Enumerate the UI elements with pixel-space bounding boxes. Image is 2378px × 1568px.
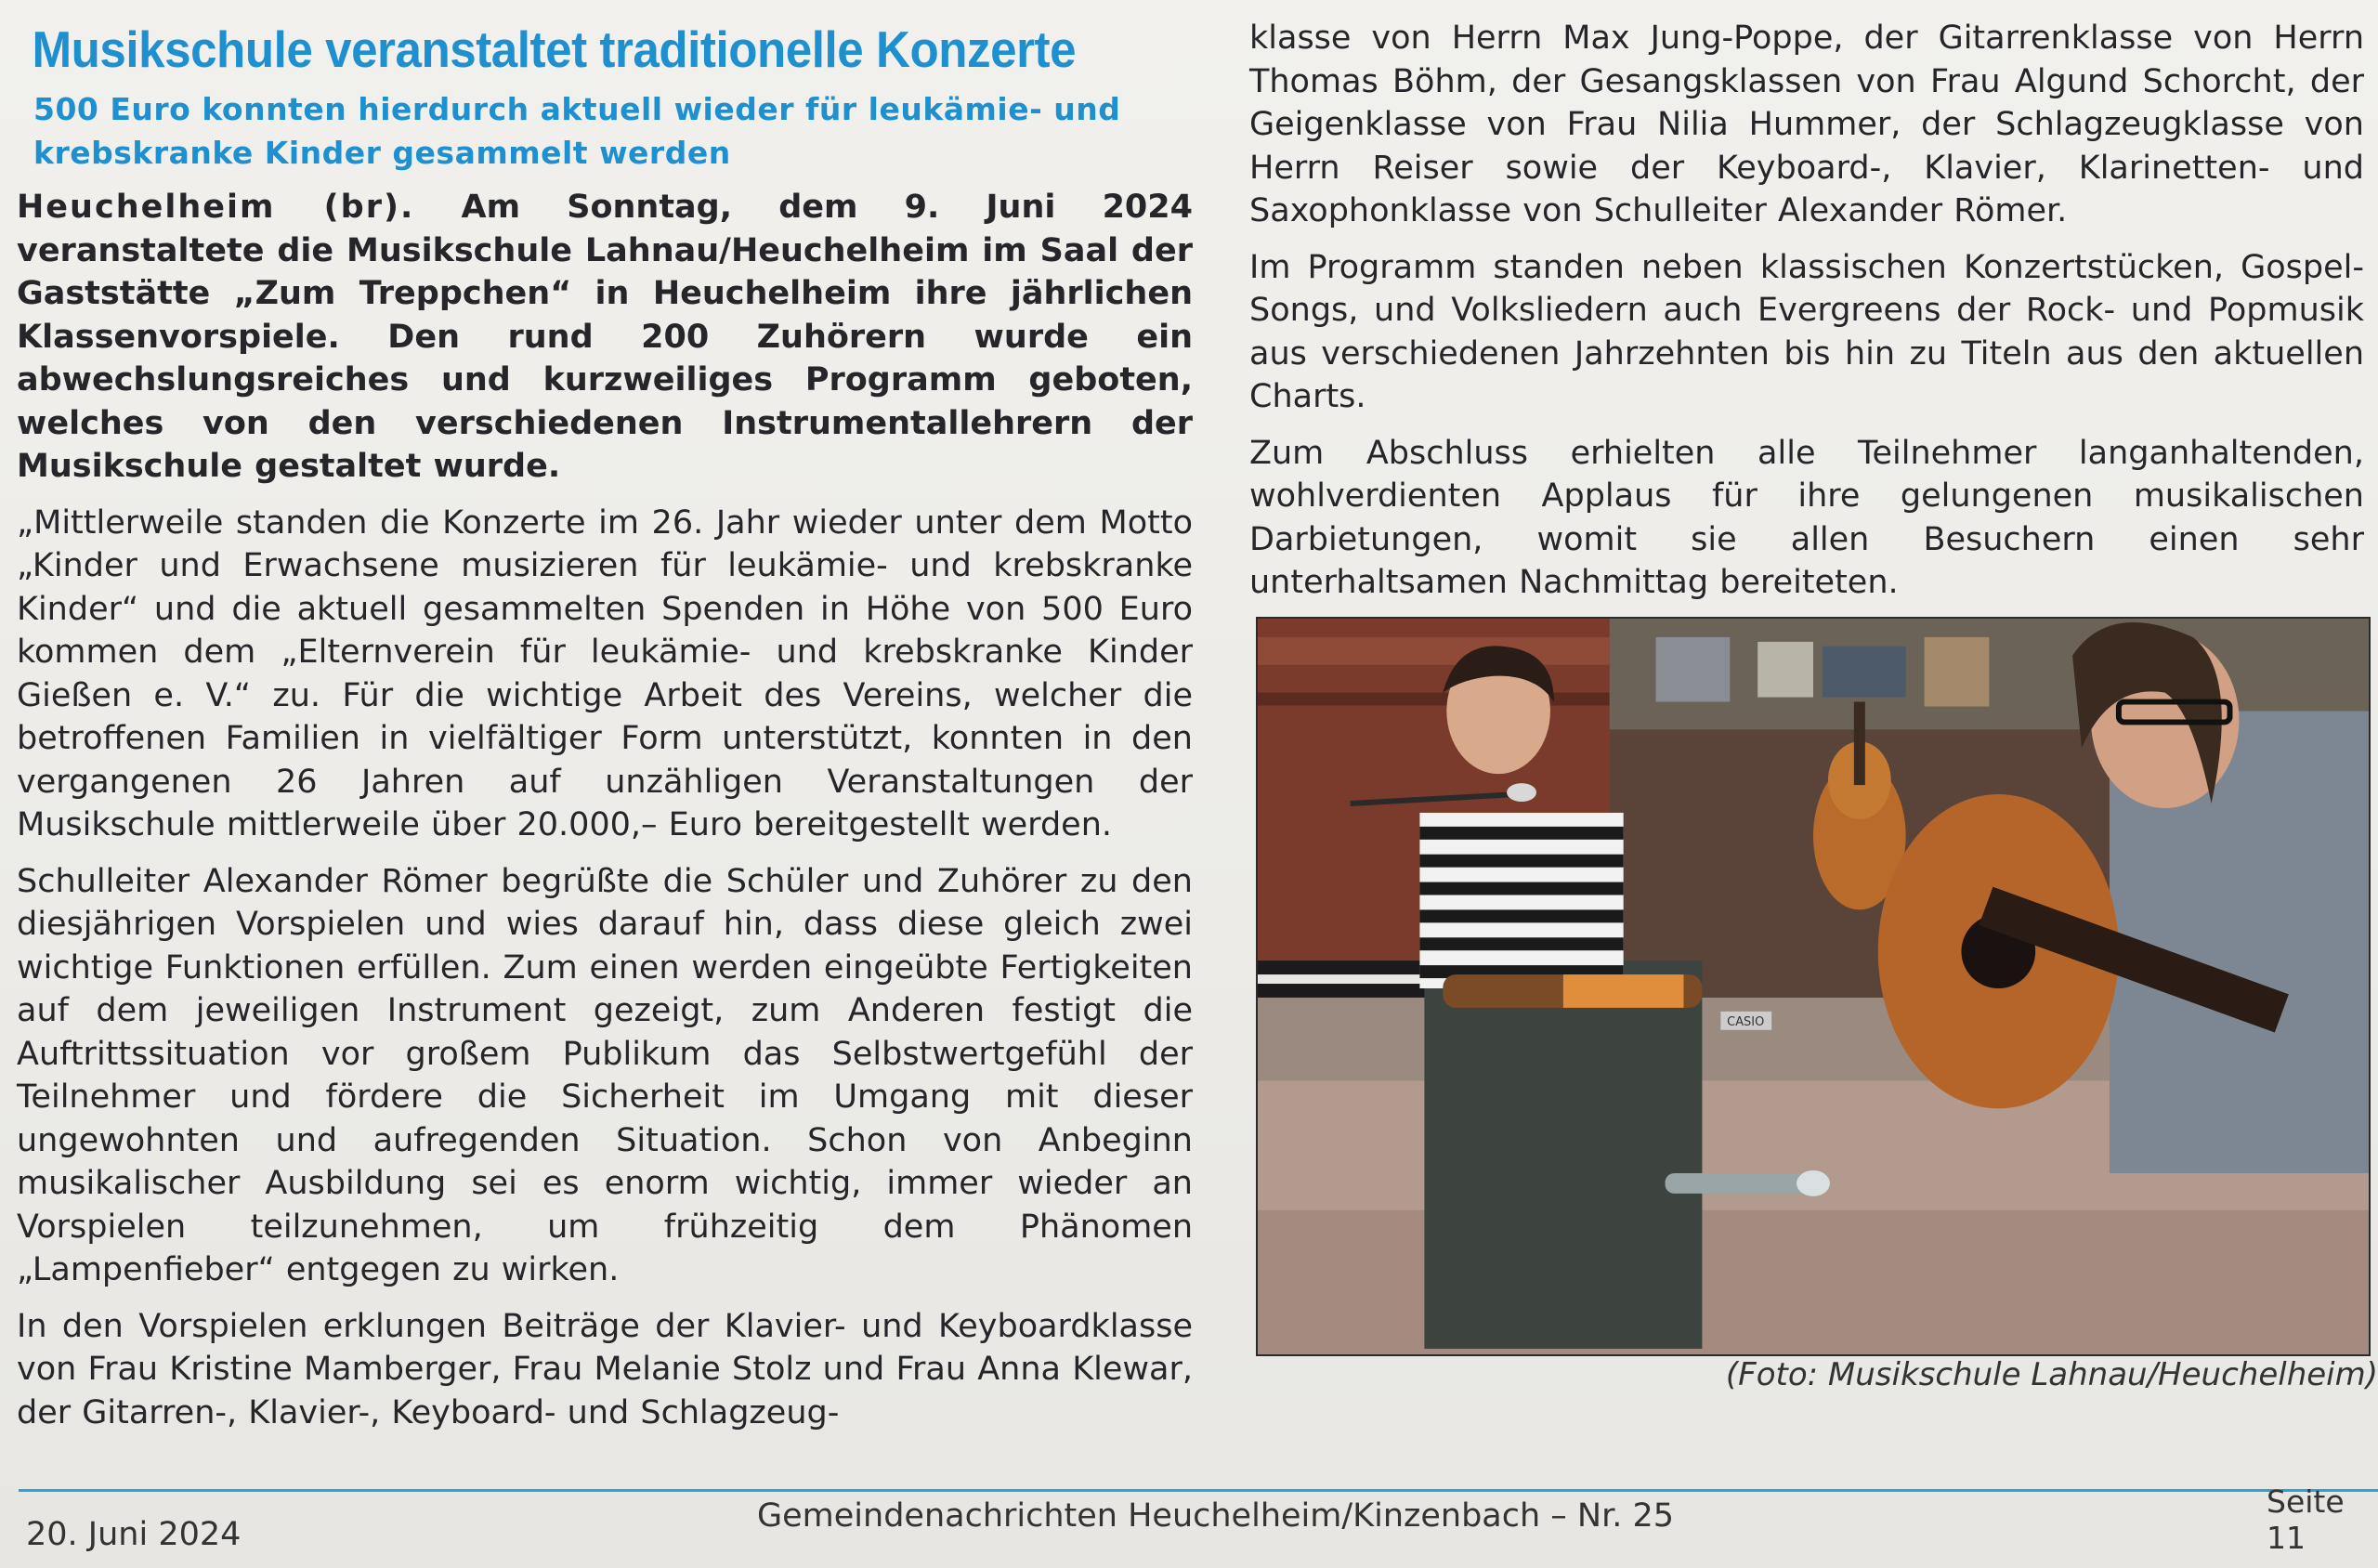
paragraph-program: Im Programm standen neben klassischen Konzertstücken, Gospel-Songs, und Volksliedern auch Evergreens der Rock- und Popmusik aus verschiedenen Jahrzehnten bis hin zu Titeln aus den aktuellen Charts.: [1249, 248, 2364, 415]
footer-page-number: Seite 11: [2267, 1483, 2345, 1556]
lead-text: Am Sonntag, dem 9. Juni 2024 veranstaltete die Musikschule Lahnau/Heuchelheim im Saal der Gaststätte „Zum Treppchen“ in Heuchelheim ihre jährlichen Klassenvorspiele. Den rund 200 Zuhörern wurde ein abwechslungsreiches und kurzweiliges Programm geboten, welches von den verschiedenen Instrumentallehrern der Musikschule gestaltet wurde.: [17, 189, 1193, 485]
footer-publication: Gemeindenachrichten Heuchelheim/Kinzenbach – Nr. 25: [757, 1497, 1675, 1535]
photo-illustration: [1258, 619, 2369, 1354]
paragraph-motto: „Mittlerweile standen die Konzerte im 26. Jahr wieder unter dem Motto „Kinder und Erwachsene musizieren für leukämie- und krebskranke Kinder“ und die aktuell gesammelten Spenden in Höhe von 500 Euro kommen dem „Elternverein für leukämie- und krebskranke Kinder Gießen e. V.“ zu. Für die wichtige Arbeit des Vereins, welcher die betroffenen Familien in vielfältiger Form unterstützt, konnten in den vergangenen 26 Jahren auf unzähligen Veranstaltungen der Musikschule mittlerweile über 20.000,– Euro bereitgestellt werden.: [17, 503, 1193, 843]
footer-rule: [19, 1489, 2378, 1492]
paragraph-closing: Zum Abschluss erhielten alle Teilnehmer langanhaltenden, wohlverdienten Applaus für ihre gelungenen musikalischen Darbietungen, womit sie allen Besuchern einen sehr unterhaltsamen Nachmittag bereiteten.: [1249, 434, 2364, 601]
article-headline: Musikschule veranstaltet traditionelle Konzerte: [32, 20, 1077, 78]
footer-date: 20. Juni 2024: [26, 1516, 242, 1553]
lead-paragraph: [13, 186, 1193, 489]
right-column: [1249, 17, 2364, 605]
left-column: [13, 17, 1193, 1434]
article-subhead: 500 Euro konnten hierdurch aktuell wieder für leukämie- und krebskranke Kinder gesammelt werden: [33, 91, 1121, 171]
paragraph-classes-start: In den Vorspielen erklungen Beiträge der Klavier- und Keyboardklasse von Frau Kristine Mamberger, Frau Melanie Stolz und Frau Anna Klewar, der Gitarren-, Klavier-, Keyboard- und Schlagzeug-: [17, 1307, 1193, 1431]
concert-photo: [1256, 617, 2371, 1356]
paragraph-principal: Schulleiter Alexander Römer begrüßte die Schüler und Zuhörer zu den diesjährigen Vorspielen und wies darauf hin, dass diese gleich zwei wichtige Funktionen erfüllen. Zum einen werden eingeübte Fertigkeiten auf dem jeweiligen Instrument gezeigt, zum Anderen festigt die Auftrittssituation vor großem Publikum das Selbstwertgefühl der Teilnehmer und fördere die Sicherheit im Umgang mit dieser ungewohnten und aufregenden Situation. Schon von Anbeginn musikalischer Ausbildung sei es enorm wichtig, immer wieder an Vorspielen teilzunehmen, um frühzeitig dem Phänomen „Lampenfieber“ entgegen zu wirken.: [17, 862, 1193, 1288]
piano-brand-label: CASIO: [1727, 1014, 1765, 1029]
photo-caption: (Foto: Musikschule Lahnau/Heuchelheim): [1725, 1356, 2378, 1393]
dateline: Heuchelheim (br).: [17, 189, 415, 226]
paragraph-classes-end: klasse von Herrn Max Jung-Poppe, der Gitarrenklasse von Herrn Thomas Böhm, der Gesangsklassen von Frau Algund Schorcht, der Geigenklasse von Frau Nilia Hummer, der Schlagzeugklasse von Herrn Reiser sowie der Keyboard-, Klavier, Klarinetten- und Saxophonklasse von Schulleiter Alexander Römer.: [1249, 20, 2364, 229]
